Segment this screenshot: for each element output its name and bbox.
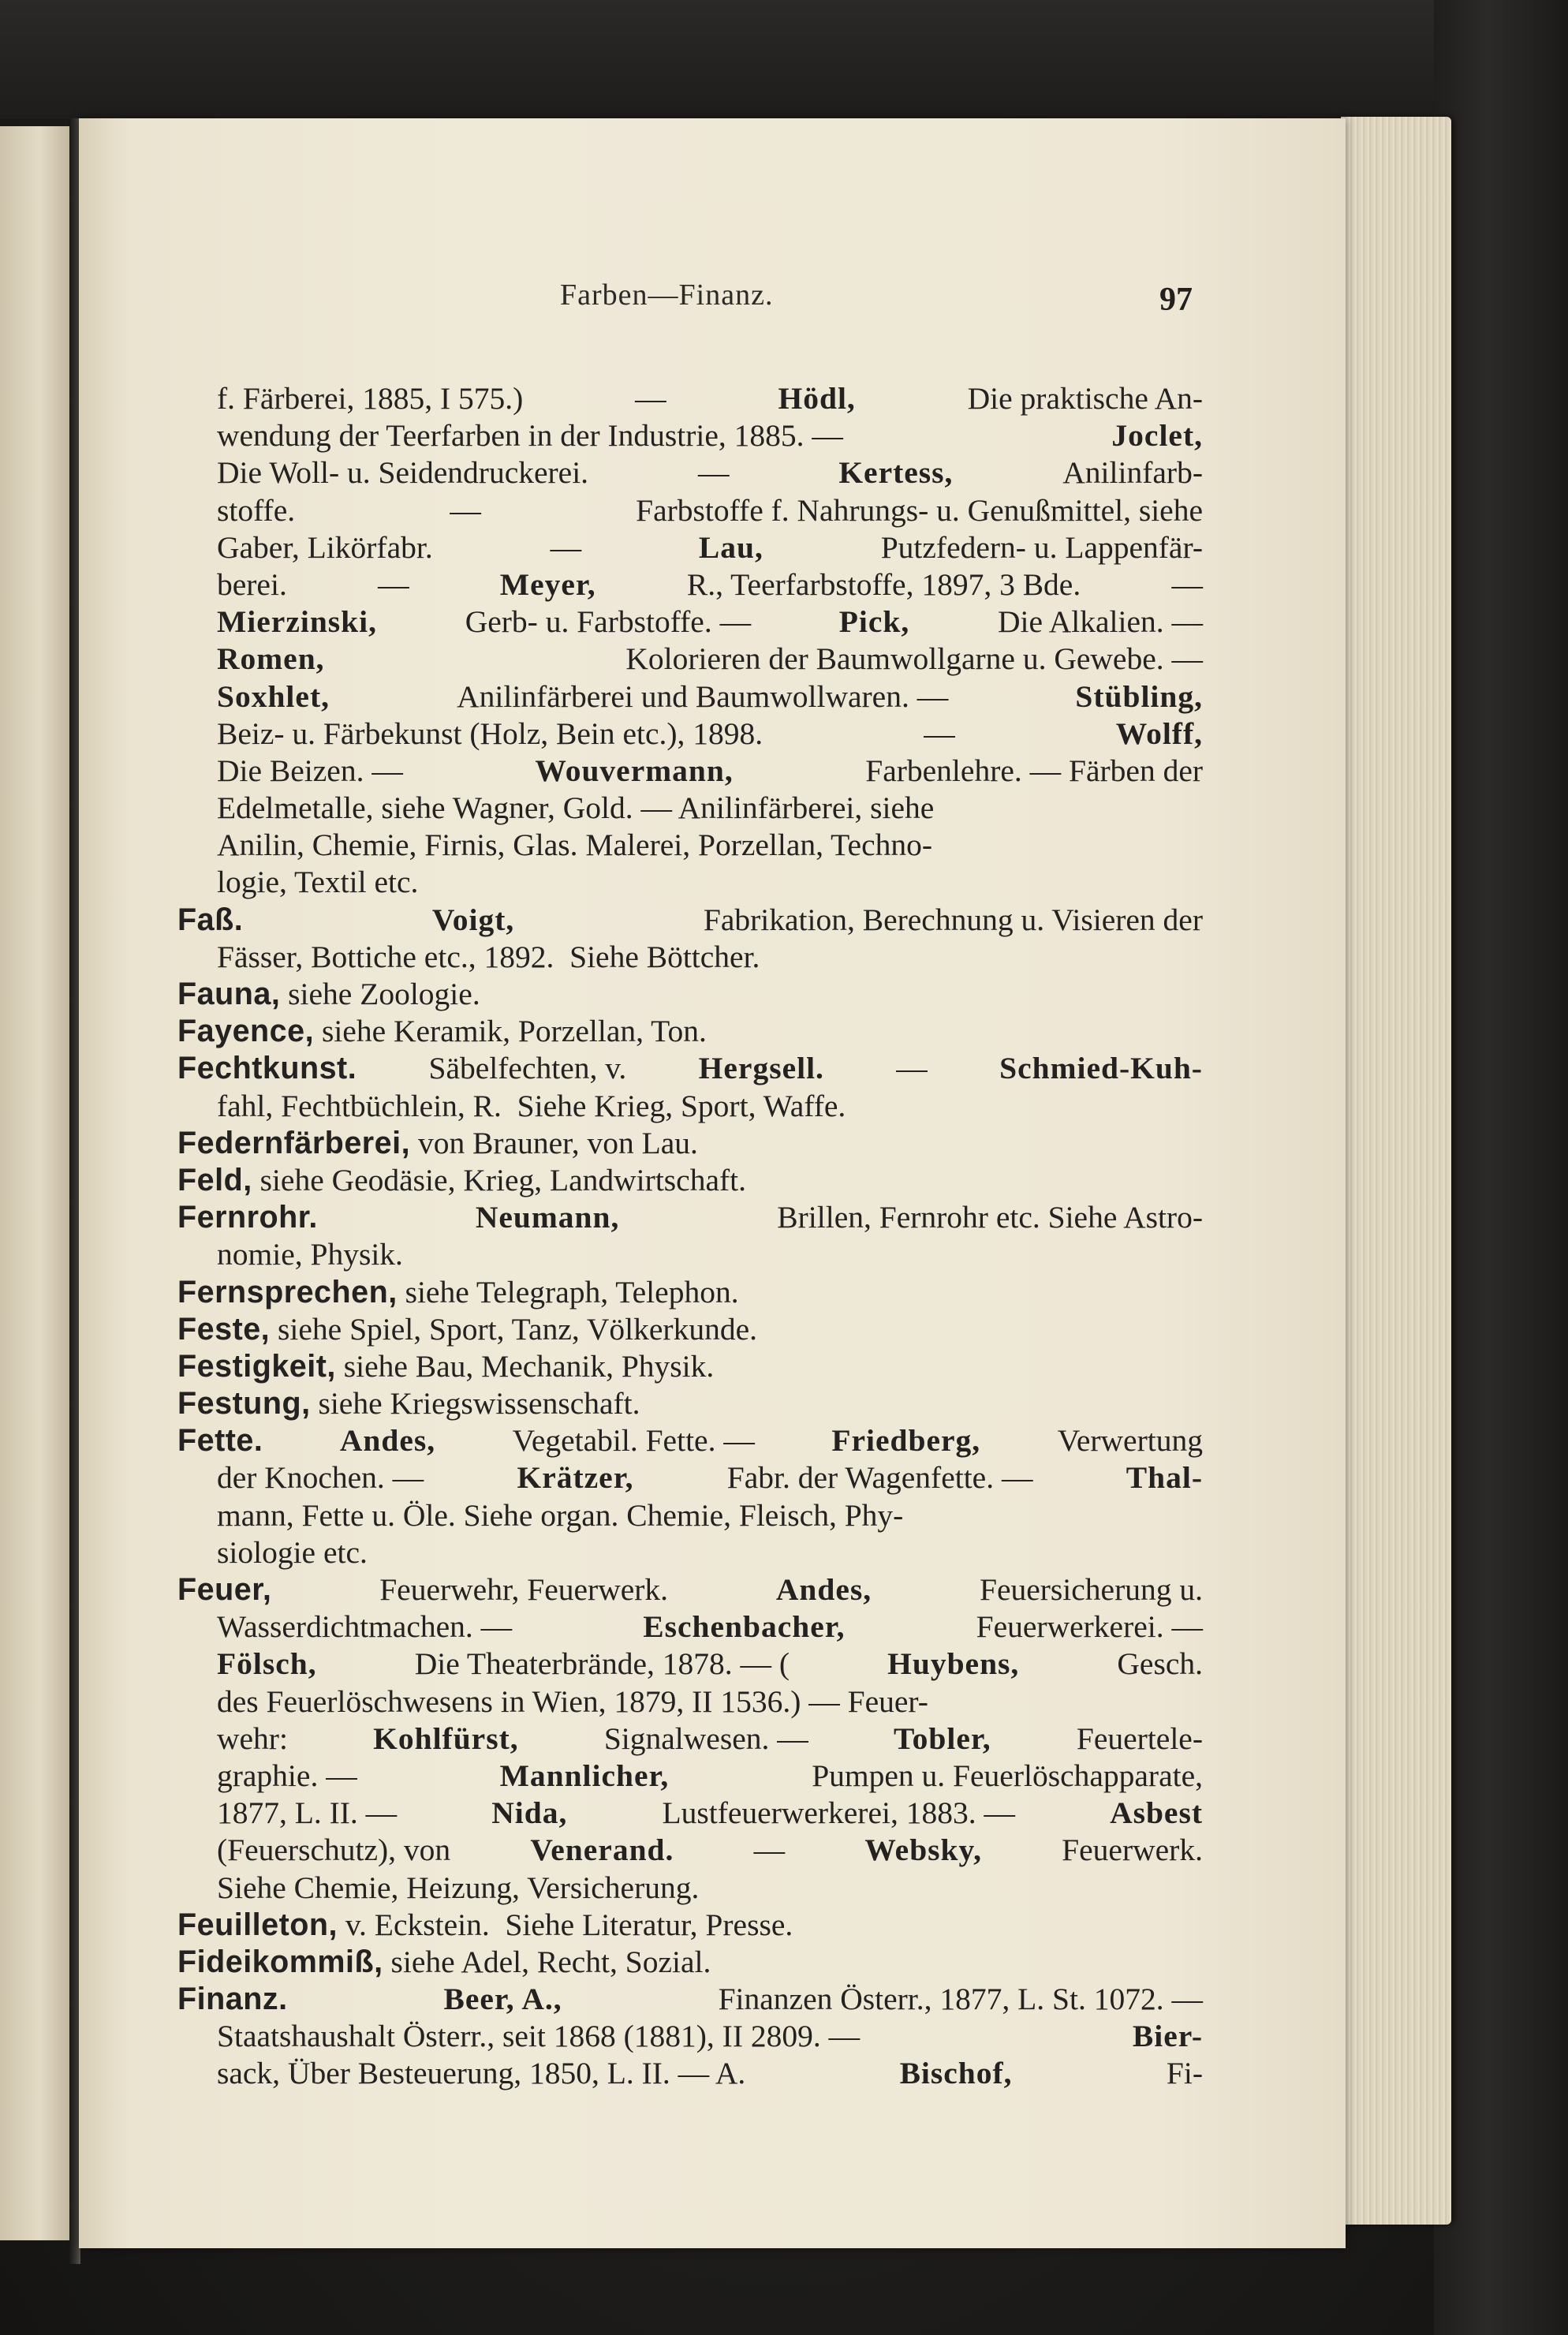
- author-name: Mierzinski,: [217, 604, 377, 640]
- headword: Faß.: [177, 902, 244, 937]
- headword: Fauna,: [177, 977, 281, 1011]
- line-text: Gaber, Likörfabr.: [217, 529, 433, 565]
- line-text: siehe Bau, Mechanik, Physik.: [335, 1348, 715, 1384]
- headword: Festigkeit,: [177, 1348, 336, 1384]
- line-text: Feuerwerk.: [1062, 1833, 1203, 1868]
- line-text: stoffe.: [217, 492, 296, 528]
- author-name: Krätzer,: [517, 1460, 634, 1496]
- author-name: Kohlfürst,: [373, 1720, 519, 1756]
- line-text: —: [697, 455, 730, 491]
- line-text: Lustfeuerwerkerei, 1883. —: [662, 1795, 1015, 1831]
- line-text: Pumpen u. Feuerlöschapparate,: [812, 1758, 1203, 1793]
- author-name: Andes,: [339, 1423, 436, 1459]
- headword: Feuer,: [177, 1572, 272, 1607]
- line-text: siehe Zoologie.: [280, 977, 480, 1011]
- line-text: Fi-: [1166, 2056, 1203, 2091]
- line-text: —: [550, 529, 582, 565]
- text-line: [217, 1683, 1203, 1720]
- line-text: wehr:: [217, 1720, 288, 1756]
- line-text: Feuerwerkerei. —: [976, 1609, 1203, 1645]
- text-line: [217, 2055, 1203, 2092]
- line-text: sack, Über Besteuerung, 1850, L. II. — A.: [217, 2056, 746, 2091]
- author-name: Stübling,: [1075, 678, 1203, 714]
- headword: Festung,: [177, 1386, 311, 1422]
- line-text: v. Eckstein. Siehe Literatur, Presse.: [338, 1907, 793, 1942]
- headword: Fernsprechen,: [177, 1274, 398, 1309]
- line-text: Fabr. der Wagenfette. —: [726, 1460, 1033, 1496]
- author-name: Wolff,: [1115, 715, 1203, 751]
- text-line: [217, 417, 1203, 454]
- text-line: [177, 1981, 1203, 2018]
- text-line: [217, 1236, 1203, 1273]
- line-text: Wasserdichtmachen. —: [217, 1609, 513, 1645]
- text-line: [217, 603, 1203, 641]
- line-text: Beiz- u. Färbekunst (Holz, Bein etc.), 1898.: [217, 715, 763, 751]
- line-text: Feuertele-: [1076, 1720, 1203, 1756]
- line-text: Signalwesen. —: [603, 1720, 808, 1756]
- page-number: 97: [1159, 282, 1193, 318]
- line-text: —: [635, 381, 666, 416]
- line-text: —: [450, 492, 481, 528]
- line-text: mann, Fette u. Öle. Siehe organ. Chemie, Fleisch, Phy-: [217, 1497, 904, 1533]
- author-name: Hödl,: [778, 381, 856, 416]
- line-text: siologie etc.: [217, 1534, 368, 1570]
- text-line: [177, 1162, 1203, 1199]
- line-text: —: [896, 1051, 928, 1086]
- headword: Fette.: [177, 1423, 263, 1459]
- line-text: Vegetabil. Fette. —: [512, 1423, 755, 1459]
- line-text: Fässer, Bottiche etc., 1892. Siehe Böttcher.: [217, 939, 760, 974]
- line-text: siehe Spiel, Sport, Tanz, Völkerkunde.: [270, 1311, 757, 1347]
- text-line: [217, 1459, 1203, 1496]
- line-text: Säbelfechten, v.: [428, 1051, 627, 1086]
- text-line: [217, 1646, 1203, 1683]
- line-text: Edelmetalle, siehe Wagner, Gold. — Anilinfärberei, siehe: [217, 790, 935, 826]
- line-text: Feuersicherung u.: [979, 1572, 1203, 1607]
- author-name: Asbest: [1110, 1795, 1203, 1831]
- text-line: [217, 1795, 1203, 1832]
- author-name: Voigt,: [431, 902, 515, 937]
- line-text: Verwertung: [1057, 1423, 1203, 1459]
- page-stack-edges: [1341, 117, 1451, 2225]
- line-text: siehe Keramik, Porzellan, Ton.: [314, 1014, 707, 1049]
- headword: Feste,: [177, 1311, 271, 1347]
- author-name: Fölsch,: [217, 1646, 317, 1682]
- line-text: Feuerwehr, Feuerwerk.: [379, 1572, 669, 1607]
- text-line: [217, 454, 1203, 491]
- text-line: [177, 1125, 1203, 1162]
- line-text: Putzfedern- u. Lappenfär-: [880, 529, 1203, 565]
- text-line: [217, 827, 1203, 864]
- line-text: Gerb- u. Farbstoffe. —: [465, 604, 752, 640]
- author-name: Thal-: [1126, 1460, 1203, 1496]
- line-text: von Brauner, von Lau.: [410, 1125, 698, 1160]
- author-name: Andes,: [775, 1572, 872, 1607]
- headword: Fayence,: [177, 1014, 315, 1049]
- text-line: [217, 1534, 1203, 1571]
- text-line: [177, 976, 1203, 1013]
- author-name: Huybens,: [887, 1646, 1020, 1682]
- text-line: [217, 2018, 1203, 2055]
- text-line: [177, 1013, 1203, 1050]
- author-name: Wouvermann,: [535, 753, 734, 788]
- text-line: [177, 1422, 1203, 1459]
- author-name: Beer, A.,: [443, 1982, 562, 2017]
- headword: Finanz.: [177, 1982, 288, 2017]
- text-line: [177, 1050, 1203, 1087]
- text-line: [217, 1608, 1203, 1646]
- line-text: berei.: [217, 566, 287, 602]
- line-text: nomie, Physik.: [217, 1237, 403, 1272]
- line-text: Staatshaushalt Österr., seit 1868 (1881), II 2809. —: [217, 2019, 861, 2054]
- line-text: (Feuerschutz), von: [217, 1833, 451, 1868]
- headword: Fernrohr.: [177, 1200, 318, 1235]
- text-line: [177, 1385, 1203, 1422]
- line-text: siehe Adel, Recht, Sozial.: [383, 1944, 711, 1979]
- line-text: Brillen, Fernrohr etc. Siehe Astro-: [777, 1200, 1203, 1235]
- line-text: f. Färberei, 1885, I 575.): [217, 381, 524, 416]
- running-head-title: Farben—Finanz.: [560, 278, 774, 312]
- text-line: [177, 1944, 1203, 1981]
- author-name: Soxhlet,: [217, 678, 330, 714]
- text-line: [217, 1497, 1203, 1534]
- author-name: Tobler,: [893, 1720, 991, 1756]
- text-line: [217, 753, 1203, 790]
- author-name: Lau,: [698, 529, 763, 565]
- text-line: [217, 1720, 1203, 1758]
- line-text: 1877, L. II. —: [217, 1795, 398, 1831]
- line-text: —: [378, 566, 409, 602]
- line-text: —: [924, 715, 955, 751]
- headword: Feuilleton,: [177, 1907, 338, 1942]
- author-name: Kertess,: [838, 455, 954, 491]
- line-text: Anilin, Chemie, Firnis, Glas. Malerei, Porzellan, Techno-: [217, 828, 933, 863]
- line-text: Die Woll- u. Seidendruckerei.: [217, 455, 589, 491]
- headword: Feld,: [177, 1162, 252, 1197]
- headword: Fideikommiß,: [177, 1944, 383, 1979]
- text-line: [217, 939, 1203, 976]
- line-text: Farbstoffe f. Nahrungs- u. Genußmittel, siehe: [636, 492, 1203, 528]
- text-line: [217, 641, 1203, 678]
- author-name: Mannlicher,: [499, 1758, 670, 1793]
- text-line: [217, 380, 1203, 417]
- text-line: [217, 715, 1203, 753]
- text-line: [217, 790, 1203, 827]
- text-line: [177, 1348, 1203, 1385]
- author-name: Hergsell.: [698, 1051, 824, 1086]
- line-text: —: [1171, 566, 1203, 602]
- page-body: [177, 380, 1203, 2093]
- text-line: [217, 566, 1203, 603]
- text-line: [177, 1274, 1203, 1311]
- text-line: [217, 1870, 1203, 1907]
- line-text: Die praktische An-: [967, 381, 1203, 416]
- author-name: Websky,: [864, 1833, 982, 1868]
- text-line: [217, 1832, 1203, 1869]
- book-cover-right: [1434, 0, 1568, 2335]
- author-name: Schmied-Kuh-: [999, 1051, 1203, 1086]
- text-line: [217, 529, 1203, 566]
- line-text: Kolorieren der Baumwollgarne u. Gewebe. —: [625, 641, 1203, 677]
- author-name: Eschenbacher,: [643, 1609, 846, 1645]
- line-text: fahl, Fechtbüchlein, R. Siehe Krieg, Sport, Waffe.: [217, 1088, 846, 1123]
- line-text: R., Teerfarbstoffe, 1897, 3 Bde.: [686, 566, 1081, 602]
- line-text: Farbenlehre. — Färben der: [865, 753, 1203, 788]
- text-line: [177, 1907, 1203, 1944]
- author-name: Joclet,: [1111, 418, 1203, 454]
- line-text: Anilinfärberei und Baumwollwaren. —: [457, 678, 949, 714]
- line-text: Finanzen Österr., 1877, L. St. 1072. —: [718, 1982, 1203, 2017]
- line-text: Siehe Chemie, Heizung, Versicherung.: [217, 1870, 700, 1905]
- author-name: Venerand.: [530, 1833, 674, 1868]
- author-name: Bier-: [1132, 2019, 1203, 2054]
- text-line: [217, 1088, 1203, 1125]
- line-text: graphie. —: [217, 1758, 357, 1793]
- line-text: Gesch.: [1117, 1646, 1203, 1682]
- text-line: [217, 492, 1203, 529]
- line-text: des Feuerlöschwesens in Wien, 1879, II 1536.) — Feuer-: [217, 1683, 928, 1719]
- text-line: [177, 1199, 1203, 1236]
- line-text: Die Beizen. —: [217, 753, 403, 788]
- line-text: wendung der Teerfarben in der Industrie, 1885. —: [217, 418, 843, 454]
- line-text: Die Alkalien. —: [998, 604, 1203, 640]
- text-line: [177, 1311, 1203, 1348]
- author-name: Neumann,: [475, 1200, 620, 1235]
- text-line: [217, 678, 1203, 715]
- headword: Federnfärberei,: [177, 1125, 411, 1160]
- author-name: Pick,: [838, 604, 910, 640]
- book-cover-top: [0, 0, 1568, 118]
- line-text: siehe Kriegswissenschaft.: [310, 1386, 640, 1422]
- headword: Fechtkunst.: [177, 1051, 357, 1086]
- running-head: [0, 278, 1568, 317]
- line-text: der Knochen. —: [217, 1460, 424, 1496]
- text-line: [177, 1571, 1203, 1608]
- author-name: Bischof,: [899, 2056, 1013, 2091]
- author-name: Nida,: [491, 1795, 568, 1831]
- left-page-edge: [0, 126, 73, 2240]
- text-line: [177, 902, 1203, 939]
- author-name: Friedberg,: [831, 1423, 981, 1459]
- line-text: logie, Textil etc.: [217, 865, 419, 900]
- text-line: [217, 1758, 1203, 1795]
- line-text: —: [753, 1833, 786, 1868]
- line-text: Fabrikation, Berechnung u. Visieren der: [703, 902, 1203, 937]
- line-text: siehe Telegraph, Telephon.: [397, 1274, 739, 1309]
- line-text: Anilinfarb-: [1062, 455, 1203, 491]
- line-text: siehe Geodäsie, Krieg, Landwirtschaft.: [252, 1162, 746, 1197]
- author-name: Romen,: [217, 641, 325, 677]
- line-text: Die Theaterbrände, 1878. — (: [414, 1646, 790, 1682]
- text-line: [217, 864, 1203, 901]
- author-name: Meyer,: [499, 566, 596, 602]
